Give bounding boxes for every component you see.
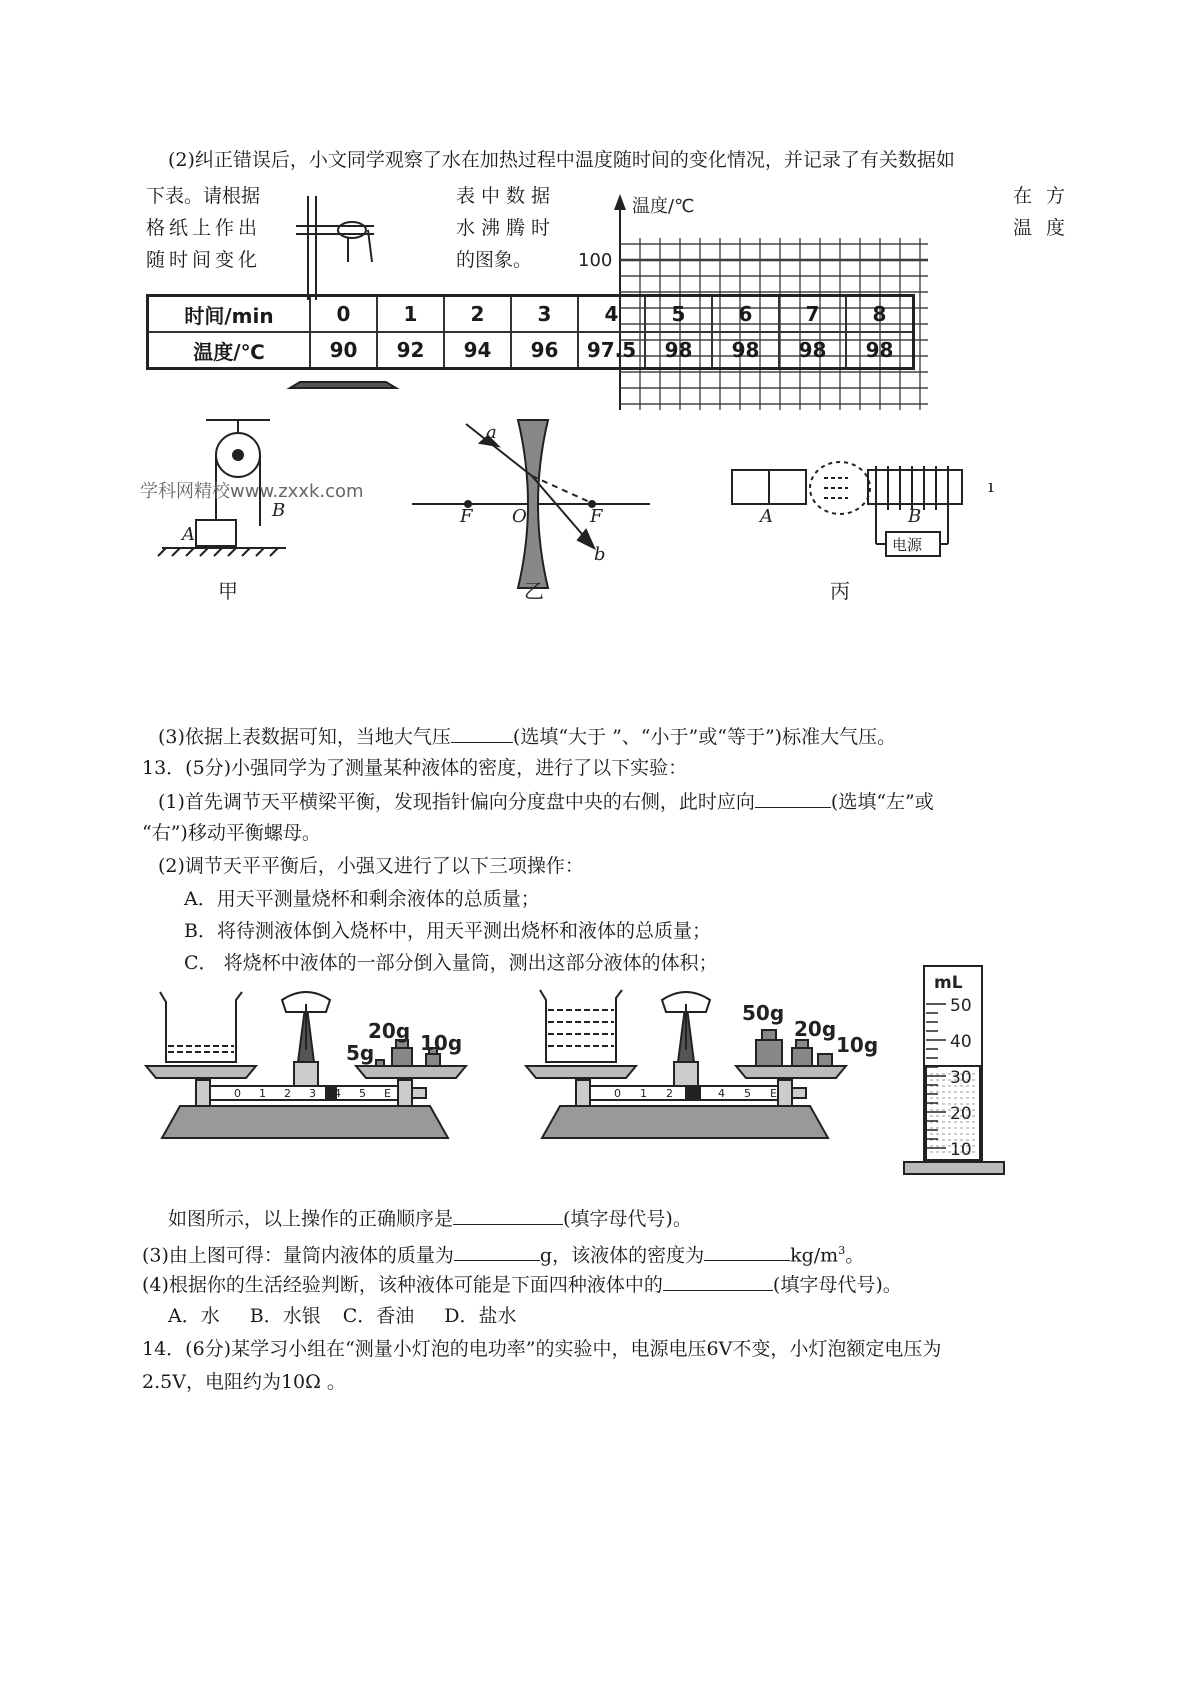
- table-cell: 3: [511, 296, 578, 333]
- q13-choices: [168, 1304, 516, 1328]
- fig-yi-ray-b: b: [594, 544, 606, 565]
- temperature-table: [146, 294, 915, 370]
- q13-order: [168, 1206, 692, 1231]
- q13-part3-end: 。: [845, 1244, 865, 1267]
- table-cell: 7: [779, 296, 846, 333]
- choice-d[interactable]: D．盐水: [444, 1305, 517, 1327]
- q13-part3-pre: (3)由上图可得：量筒内液体的质量为: [142, 1244, 454, 1267]
- answer-blank[interactable]: [454, 1242, 540, 1261]
- fig-yi-caption: 乙: [524, 579, 544, 603]
- q13-part4: [142, 1272, 902, 1297]
- q13-op-a: A．用天平测量烧杯和剩余液体的总质量；: [184, 888, 540, 910]
- scale-tick-label: 3: [692, 1087, 699, 1100]
- cylinder-tick-50: 50: [950, 996, 972, 1016]
- q13-part3: [142, 1239, 864, 1267]
- table-cell: 98: [712, 332, 779, 369]
- fig-yi-center: O: [512, 506, 527, 527]
- answer-blank[interactable]: [453, 1206, 563, 1225]
- scale-tick-label: 1: [640, 1087, 647, 1100]
- fig-jia-label-a: A: [182, 524, 195, 545]
- table-cell: 4: [578, 296, 645, 333]
- choice-a[interactable]: A．水: [168, 1305, 220, 1327]
- scale-tick-label: 2: [666, 1087, 673, 1100]
- table-cell: 98: [645, 332, 712, 369]
- balance-2-weight-50g: 50g: [742, 1001, 785, 1025]
- balance-2: [526, 990, 846, 1138]
- scale-tick-label: E: [770, 1087, 777, 1100]
- balance-1-weight-20g: 20g: [368, 1019, 411, 1043]
- balance-1-weight-10g: 10g: [420, 1031, 463, 1055]
- scale-tick-label: 5: [359, 1087, 366, 1100]
- scale-tick-label: 3: [309, 1087, 316, 1100]
- table-cell: 98: [779, 332, 846, 369]
- q13-part4-post: (填字母代号)。: [772, 1274, 902, 1296]
- q13-part3-sup: 3: [838, 1244, 846, 1257]
- table-row-time: [148, 296, 914, 333]
- scale-tick-label: 4: [334, 1087, 341, 1100]
- scale-tick-label: 0: [234, 1087, 241, 1100]
- answer-blank[interactable]: [704, 1242, 790, 1261]
- q14-line2: 2.5V，电阻约为10Ω 。: [142, 1371, 346, 1393]
- fig-bing-edge-mark: ı: [988, 476, 994, 497]
- q12-left-col-3: 随时间变化: [146, 249, 262, 271]
- scale-tick-label: 0: [614, 1087, 621, 1100]
- q12-right-col-2: 温度: [1013, 217, 1080, 239]
- q12-mid-col-3: 的图象。: [456, 249, 533, 271]
- fig-yi-focus-right: F: [590, 506, 603, 527]
- table-cell: 6: [712, 296, 779, 333]
- scale-tick-label: 2: [284, 1087, 291, 1100]
- table-header-time: 时间/min: [148, 296, 311, 333]
- table-row-temp: [148, 332, 914, 369]
- q12-mid-col-1: 表中数据: [456, 185, 557, 207]
- q13-op-b: B．将待测液体倒入烧杯中，用天平测出烧杯和液体的总质量；: [184, 920, 711, 942]
- q14-line1: 14．(6分)某学习小组在“测量小灯泡的电功率”的实验中，电源电压6V不变，小灯泡额定电压为: [142, 1338, 942, 1360]
- graph-tick-100: 100: [578, 250, 613, 271]
- table-cell: 2: [444, 296, 511, 333]
- q12-part3: [158, 724, 896, 749]
- table-cell: 94: [444, 332, 511, 369]
- cylinder-unit: mL: [934, 973, 963, 993]
- balance-2-weight-20g: 20g: [794, 1017, 837, 1041]
- fig-bing-power: 电源: [892, 536, 923, 554]
- table-cell: 98: [846, 332, 914, 369]
- cylinder-tick-30: 30: [950, 1068, 972, 1088]
- q12-left-col-2: 格纸上作出: [146, 217, 262, 239]
- q12-right-col-1: 在方: [1013, 185, 1080, 207]
- fig-bing-caption: 丙: [830, 579, 850, 603]
- q12-part2-line1: (2)纠正错误后，小文同学观察了水在加热过程中温度随时间的变化情况，并记录了有关数据如: [168, 149, 955, 171]
- table-cell: 5: [645, 296, 712, 333]
- table-cell: 97.5: [578, 332, 645, 369]
- balance-2-weight-10g: 10g: [836, 1033, 879, 1057]
- table-cell: 96: [511, 332, 578, 369]
- q13-part1-pre: (1)首先调节天平横梁平衡，发现指针偏向分度盘中央的右侧，此时应向: [158, 791, 755, 813]
- cylinder-tick-40: 40: [950, 1032, 972, 1052]
- answer-blank[interactable]: [451, 724, 513, 743]
- q12-left-col-1: 下表。请根据: [146, 185, 261, 207]
- fig-jia-label-b: B: [272, 500, 286, 521]
- q13-part1: [158, 789, 934, 814]
- table-cell: 90: [310, 332, 377, 369]
- q13-part1-line2: “右”)移动平衡螺母。: [142, 822, 321, 844]
- q13-part3-unit: kg/m: [790, 1244, 839, 1267]
- cylinder-tick-20: 20: [950, 1104, 972, 1124]
- table-cell: 8: [846, 296, 914, 333]
- q13-part1-post: (选填“左”或: [830, 791, 934, 813]
- answer-blank[interactable]: [755, 789, 831, 808]
- watermark-text: 学科网精校www.zxxk.com: [140, 481, 364, 502]
- choice-c[interactable]: C．香油: [342, 1305, 415, 1327]
- scale-tick-label: 5: [744, 1087, 751, 1100]
- q13-order-pre: 如图所示，以上操作的正确顺序是: [168, 1208, 454, 1230]
- q13-part2-intro: (2)调节天平平衡后，小强又进行了以下三项操作：: [158, 855, 584, 877]
- q13-part3-mid: g，该液体的密度为: [539, 1244, 705, 1267]
- q12-part3-post: (选填“大于 ”、“小于”或“等于”)标准大气压。: [512, 726, 897, 748]
- answer-blank[interactable]: [663, 1272, 773, 1291]
- q13-part4-pre: (4)根据你的生活经验判断，该种液体可能是下面四种液体中的: [142, 1274, 663, 1296]
- q13-title: 13．(5分)小强同学为了测量某种液体的密度，进行了以下实验：: [142, 757, 688, 779]
- graph-y-label: 温度/℃: [632, 196, 695, 217]
- cylinder-tick-10: 10: [950, 1140, 972, 1160]
- table-cell: 1: [377, 296, 444, 333]
- scale-tick-label: 4: [718, 1087, 725, 1100]
- scale-tick-label: E: [384, 1087, 391, 1100]
- table-cell: 92: [377, 332, 444, 369]
- fig-yi-lens: [412, 420, 650, 588]
- table-header-temp: 温度/℃: [148, 332, 311, 369]
- table-cell: 0: [310, 296, 377, 333]
- fig-bing-label-b: B: [908, 506, 922, 527]
- choice-b[interactable]: B．水银: [249, 1305, 321, 1327]
- fig-yi-ray-a: a: [486, 422, 497, 443]
- scale-tick-label: 1: [259, 1087, 266, 1100]
- q12-mid-col-2: 水沸腾时: [456, 217, 557, 239]
- fig-jia-caption: 甲: [218, 579, 238, 603]
- q13-op-c: C． 将烧杯中液体的一部分倒入量筒，测出这部分液体的体积；: [184, 952, 718, 974]
- fig-bing-label-a: A: [760, 506, 773, 527]
- q13-order-post: (填字母代号)。: [563, 1208, 692, 1230]
- q12-part3-pre: (3)依据上表数据可知，当地大气压: [158, 726, 451, 748]
- balance-1: [146, 992, 466, 1138]
- y-axis-arrow-icon: [614, 194, 626, 210]
- fig-yi-focus-left: F: [460, 506, 473, 527]
- balance-1-weight-5g: 5g: [346, 1041, 375, 1065]
